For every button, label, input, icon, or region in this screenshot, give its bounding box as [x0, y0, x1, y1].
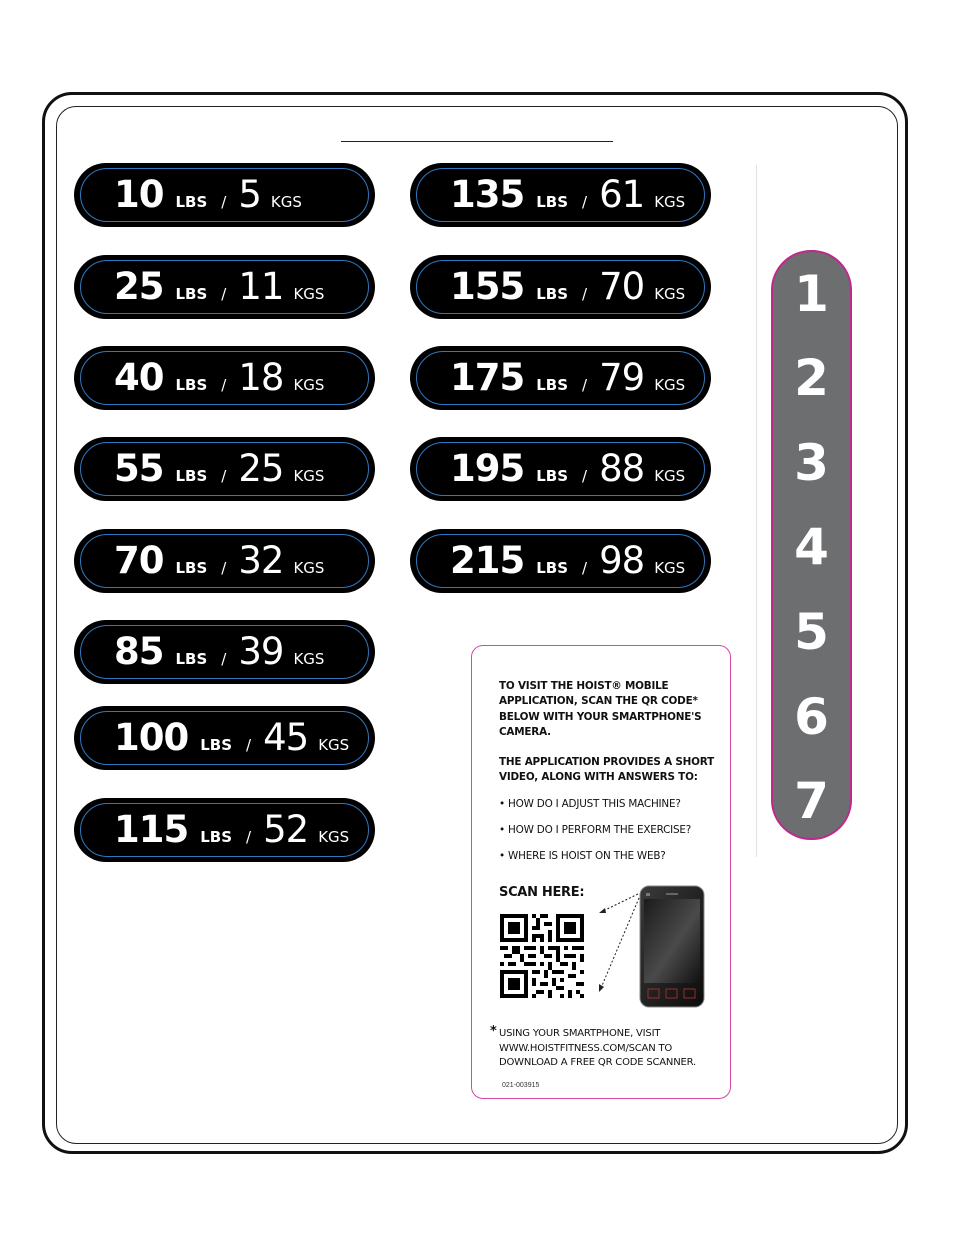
- weight-pill: [410, 255, 711, 319]
- title-underline: [341, 141, 613, 142]
- slash: /: [221, 376, 227, 394]
- lbs-unit: LBS: [175, 376, 208, 394]
- weight-pill: [74, 529, 375, 593]
- weight-pill: [74, 620, 375, 684]
- kgs-unit: KGS: [654, 467, 686, 485]
- slash: /: [582, 467, 588, 485]
- kgs-value: 39: [238, 630, 284, 673]
- slash: /: [582, 559, 588, 577]
- slash: /: [221, 650, 227, 668]
- weight-pill: [74, 346, 375, 410]
- kgs-unit: KGS: [318, 828, 350, 846]
- lbs-unit: LBS: [536, 193, 569, 211]
- pointer-arrows-icon: [593, 888, 643, 996]
- kgs-unit: KGS: [293, 650, 325, 668]
- kgs-unit: KGS: [654, 376, 686, 394]
- lbs-unit: LBS: [175, 193, 208, 211]
- scan-here-label: SCAN HERE:: [499, 885, 585, 900]
- kgs-value: 79: [599, 356, 645, 399]
- intro-line: BELOW WITH YOUR SMARTPHONE'S: [499, 711, 702, 723]
- lbs-unit: LBS: [536, 376, 569, 394]
- ladder-number: 3: [794, 434, 829, 492]
- ladder-number: 4: [794, 518, 829, 576]
- lbs-value: 115: [114, 808, 189, 851]
- qr-info-card: [471, 645, 731, 1099]
- kgs-unit: KGS: [318, 736, 350, 754]
- kgs-value: 98: [599, 539, 645, 582]
- slash: /: [582, 285, 588, 303]
- intro-line: TO VISIT THE HOIST® MOBILE: [499, 680, 669, 692]
- slash: /: [246, 736, 252, 754]
- lbs-value: 175: [450, 356, 525, 399]
- lbs-value: 10: [114, 173, 164, 216]
- kgs-value: 88: [599, 447, 645, 490]
- kgs-value: 61: [599, 173, 645, 216]
- lbs-unit: LBS: [175, 285, 208, 303]
- kgs-value: 45: [263, 716, 309, 759]
- question-line: • HOW DO I PERFORM THE EXERCISE?: [499, 824, 692, 836]
- lbs-value: 70: [114, 539, 164, 582]
- qr-code-icon: [500, 914, 584, 998]
- lbs-unit: LBS: [175, 650, 208, 668]
- kgs-value: 5: [238, 173, 261, 216]
- kgs-value: 52: [263, 808, 309, 851]
- kgs-value: 11: [238, 265, 284, 308]
- kgs-unit: KGS: [293, 285, 325, 303]
- slash: /: [246, 828, 252, 846]
- lbs-unit: LBS: [175, 559, 208, 577]
- lbs-unit: LBS: [175, 467, 208, 485]
- provides-line: THE APPLICATION PROVIDES A SHORT: [499, 756, 715, 768]
- lbs-value: 135: [450, 173, 525, 216]
- kgs-unit: KGS: [654, 559, 686, 577]
- lbs-unit: LBS: [536, 285, 569, 303]
- lbs-value: 195: [450, 447, 525, 490]
- position-ladder: [771, 250, 852, 840]
- kgs-value: 25: [238, 447, 284, 490]
- lbs-value: 40: [114, 356, 164, 399]
- lbs-unit: LBS: [200, 736, 233, 754]
- footnote-line: USING YOUR SMARTPHONE, VISIT: [499, 1028, 661, 1039]
- kgs-unit: KGS: [270, 193, 302, 211]
- ladder-number: 7: [794, 772, 829, 830]
- weight-pill: [74, 798, 375, 862]
- kgs-value: 18: [238, 356, 284, 399]
- lbs-value: 55: [114, 447, 164, 490]
- weight-pill: [74, 437, 375, 501]
- lbs-value: 155: [450, 265, 525, 308]
- lbs-value: 85: [114, 630, 164, 673]
- kgs-unit: KGS: [293, 376, 325, 394]
- weight-pill: [74, 255, 375, 319]
- kgs-unit: KGS: [293, 467, 325, 485]
- ladder-number: 5: [794, 603, 829, 661]
- smartphone-icon: [639, 885, 705, 1008]
- kgs-value: 70: [599, 265, 645, 308]
- weight-pill: [410, 346, 711, 410]
- slash: /: [221, 559, 227, 577]
- ladder-number: 2: [794, 349, 829, 407]
- lbs-unit: LBS: [536, 559, 569, 577]
- kgs-unit: KGS: [654, 193, 686, 211]
- question-line: • HOW DO I ADJUST THIS MACHINE?: [499, 798, 681, 810]
- intro-line: CAMERA.: [499, 726, 551, 738]
- weight-pill: [410, 163, 711, 227]
- lbs-value: 25: [114, 265, 164, 308]
- lbs-value: 215: [450, 539, 525, 582]
- slash: /: [582, 376, 588, 394]
- weight-pill: [410, 529, 711, 593]
- footnote-star: *: [490, 1024, 497, 1039]
- question-line: • WHERE IS HOIST ON THE WEB?: [499, 850, 666, 862]
- footnote-line: WWW.HOISTFITNESS.COM/SCAN TO: [499, 1042, 673, 1054]
- lbs-unit: LBS: [200, 828, 233, 846]
- part-number: 021-003915: [502, 1082, 540, 1089]
- lbs-unit: LBS: [536, 467, 569, 485]
- footnote: [490, 1024, 696, 1071]
- divider-line: [756, 165, 757, 857]
- kgs-value: 32: [238, 539, 284, 582]
- ladder-number: 6: [794, 688, 829, 746]
- weight-pill: [74, 706, 375, 770]
- intro-line: APPLICATION, SCAN THE QR CODE*: [499, 695, 698, 707]
- slash: /: [221, 193, 227, 211]
- provides-line: VIDEO, ALONG WITH ANSWERS TO:: [499, 771, 698, 783]
- lbs-value: 100: [114, 716, 189, 759]
- kgs-unit: KGS: [654, 285, 686, 303]
- kgs-unit: KGS: [293, 559, 325, 577]
- footnote-line: DOWNLOAD A FREE QR CODE SCANNER.: [499, 1057, 696, 1068]
- ladder-number: 1: [794, 265, 829, 323]
- weight-pill: [410, 437, 711, 501]
- weight-pill: [74, 163, 375, 227]
- slash: /: [582, 193, 588, 211]
- slash: /: [221, 285, 227, 303]
- slash: /: [221, 467, 227, 485]
